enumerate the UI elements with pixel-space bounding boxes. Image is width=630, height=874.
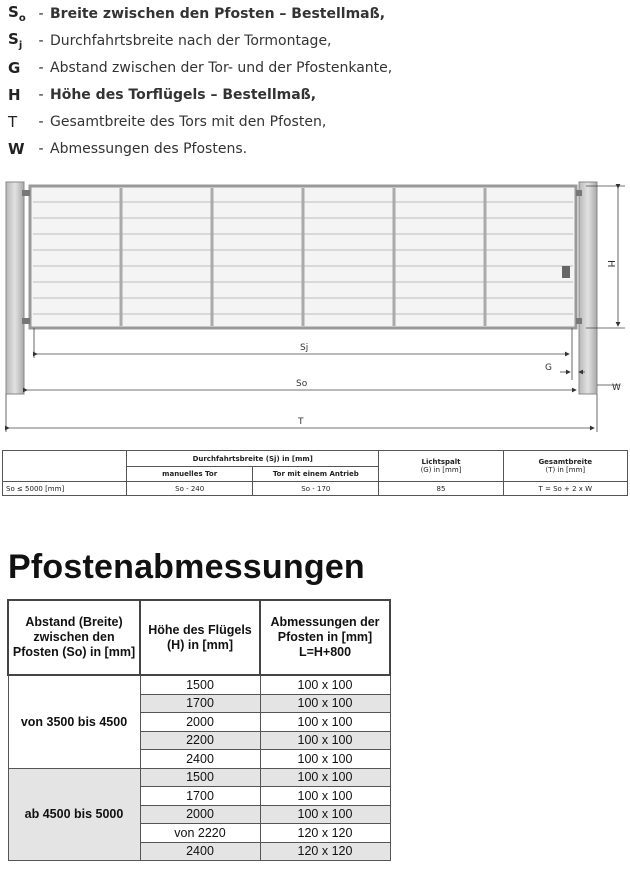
spec-header-gap: Lichtspalt (G) in [mm] <box>379 451 503 482</box>
legend-symbol: T <box>8 112 18 131</box>
legend-symbol: H <box>8 85 21 104</box>
right-post <box>579 182 597 394</box>
dims-cell: 100 x 100 <box>260 675 390 694</box>
height-cell: 1700 <box>140 694 260 713</box>
height-cell: 2400 <box>140 750 260 769</box>
legend-row-w: W - Abmessungen des Pfostens. <box>8 139 248 158</box>
dims-cell: 100 x 100 <box>260 731 390 750</box>
height-cell: 2200 <box>140 731 260 750</box>
spec-row-manual: So - 240 <box>127 482 253 496</box>
legend-symbol: $S_j$ <box>8 30 23 51</box>
height-cell: 2000 <box>140 713 260 732</box>
spec-row-total: T = So + 2 x W <box>503 482 627 496</box>
legend-text: Gesamtbreite des Tors mit den Pfosten, <box>50 113 327 130</box>
label-t: T <box>298 417 304 427</box>
height-cell: 2400 <box>140 842 260 861</box>
col-header-post-dims: Abmessungen der Pfosten in [mm] L=H+800 <box>260 600 390 675</box>
dims-cell: 100 x 100 <box>260 805 390 824</box>
spec-header-drive: Tor mit einem Antrieb <box>253 467 379 482</box>
label-g: G <box>545 363 552 373</box>
dims-cell: 120 x 120 <box>260 824 390 843</box>
spec-header-passage: Durchfahrtsbreite (Sj) in [mm] <box>127 451 379 467</box>
legend-row-h: H - Höhe des Torflügels – Bestellmaß, <box>8 85 317 104</box>
legend-row-g: G - Abstand zwischen der Tor- und der Pfostenkante, <box>8 58 393 77</box>
legend-symbol: W <box>8 139 25 158</box>
legend-text: Breite zwischen den Pfosten – Bestellmaß, <box>50 5 386 22</box>
legend-text: Durchfahrtsbreite nach der Tormontage, <box>50 32 332 49</box>
height-cell: 1700 <box>140 787 260 806</box>
table-row <box>8 768 390 787</box>
label-so: So <box>296 379 308 389</box>
dims-cell: 120 x 120 <box>260 842 390 861</box>
label-h: H <box>605 260 616 268</box>
legend-row-t: T - Gesamtbreite des Tors mit den Pfosten, <box>8 112 327 131</box>
spec-row-drive: So - 170 <box>253 482 379 496</box>
spec-row <box>3 482 628 496</box>
spec-header-total: Gesamtbreite (T) in [mm] <box>503 451 627 482</box>
dims-cell: 100 x 100 <box>260 750 390 769</box>
group-label: von 3500 bis 4500 <box>8 675 140 768</box>
spec-row-gap: 85 <box>379 482 503 496</box>
spec-table <box>2 450 628 496</box>
legend-row-so: $S_o$ - Breite zwischen den Pfosten – Bestellmaß, <box>8 3 386 24</box>
dims-cell: 100 x 100 <box>260 694 390 713</box>
height-cell: 2000 <box>140 805 260 824</box>
dims-cell: 100 x 100 <box>260 768 390 787</box>
left-post <box>6 182 24 394</box>
legend-row-sj: $S_j$ - Durchfahrtsbreite nach der Tormontage, <box>8 30 332 51</box>
legend-symbol: G <box>8 58 21 77</box>
page-title: Pfostenabmessungen <box>8 548 365 586</box>
legend <box>8 0 608 162</box>
legend-text: Abmessungen des Pfostens. <box>50 140 248 157</box>
legend-text: Abstand zwischen der Tor- und der Pfostenkante, <box>50 59 393 76</box>
group-label: ab 4500 bis 5000 <box>8 768 140 861</box>
col-header-distance: Abstand (Breite) zwischen den Pfosten (So) in [mm] <box>8 600 140 675</box>
height-cell: 1500 <box>140 675 260 694</box>
label-w: W <box>612 383 621 393</box>
label-sj: Sj <box>300 343 309 353</box>
col-header-height: Höhe des Flügels (H) in [mm] <box>140 600 260 675</box>
dims-cell: 100 x 100 <box>260 713 390 732</box>
gate-leaf <box>22 186 582 328</box>
dims-cell: 100 x 100 <box>260 787 390 806</box>
height-cell: 1500 <box>140 768 260 787</box>
legend-text: Höhe des Torflügels – Bestellmaß, <box>50 86 317 103</box>
gate-drawing <box>0 170 630 440</box>
spec-header-manual: manuelles Tor <box>127 467 253 482</box>
height-cell: von 2220 <box>140 824 260 843</box>
spec-row-label: So ≤ 5000 [mm] <box>3 482 127 496</box>
post-dimensions-table <box>7 599 391 861</box>
legend-symbol: $S_o$ <box>8 3 26 24</box>
table-row <box>8 675 390 694</box>
